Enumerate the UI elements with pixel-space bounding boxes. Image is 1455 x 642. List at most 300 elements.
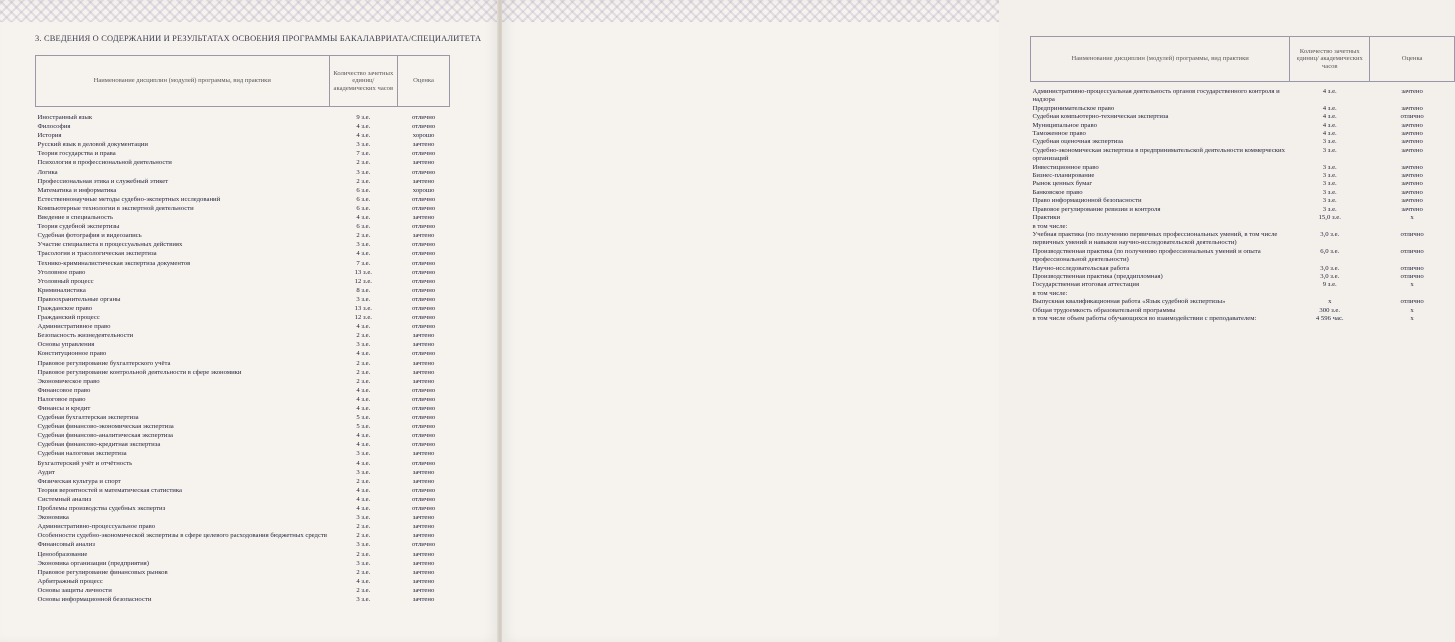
table-row: [1031, 164, 1455, 172]
discipline-name: Судебная фотография и видеозапись: [37, 232, 142, 240]
discipline-name: Судебная налоговая экспертиза: [37, 450, 127, 458]
grade-cell: отлично: [411, 541, 436, 549]
grade-cell: зачтено: [412, 141, 435, 149]
credits-cell: 3 з.е.: [1322, 172, 1337, 180]
header-grade: Оценка: [398, 56, 450, 107]
credits-cell: 3 з.е.: [1322, 138, 1337, 146]
table-row: [36, 331, 450, 340]
credits-cell: [1290, 223, 1370, 231]
discipline-name: Ценообразование: [37, 550, 88, 558]
discipline-name: в том числе:: [1032, 222, 1068, 230]
header-credits: Количество зачетных единиц/ академических часов: [1290, 37, 1370, 82]
table-row: [36, 413, 450, 422]
table-row: [36, 204, 450, 213]
credits-cell: 2 з.е.: [356, 532, 371, 540]
credits-cell: 2 з.е.: [356, 523, 371, 531]
table-row: [1031, 223, 1455, 231]
grade-cell: отлично: [411, 432, 436, 440]
credits-cell: 12 з.е.: [354, 277, 372, 285]
credits-cell: 3,0 з.е.: [1320, 272, 1340, 280]
discipline-name: Административно-процессуальная деятельность органов государственного контроля и надзора: [1032, 88, 1280, 104]
credits-cell: 3 з.е.: [356, 341, 371, 349]
table-row: [1031, 315, 1455, 323]
credits-cell: 3 з.е.: [356, 541, 371, 549]
grade-cell: отлично: [411, 414, 436, 422]
grade-cell: отлично: [1400, 230, 1424, 238]
discipline-name: Финансы и кредит: [37, 405, 91, 412]
grade-cell: отлично: [411, 223, 436, 231]
grade-cell: зачтено: [1401, 146, 1423, 154]
credits-cell: 4 з.е.: [356, 505, 371, 513]
credits-cell: 2 з.е.: [356, 159, 371, 167]
grade-cell: отлично: [1400, 247, 1424, 255]
discipline-name: Аудит: [37, 468, 55, 476]
table-row: [36, 531, 450, 540]
table-row: [36, 440, 450, 449]
grade-cell: отлично: [411, 486, 436, 494]
grade-cell: зачтено: [412, 595, 435, 603]
table-row: [36, 140, 450, 149]
credits-cell: 2 з.е.: [356, 332, 371, 340]
discipline-name: Правовое регулирование ревизии и контроля: [1032, 205, 1161, 213]
discipline-name: Налоговое право: [37, 395, 86, 403]
credits-cell: 300 з.е.: [1319, 306, 1341, 314]
table-row: [36, 513, 450, 522]
grade-cell: отлично: [411, 405, 436, 412]
grade-cell: отлично: [411, 204, 436, 212]
table-row: [36, 477, 450, 486]
credits-cell: 7 з.е.: [356, 150, 371, 158]
credits-cell: 15,0 з.е.: [1318, 214, 1341, 222]
section-title: 3. СВЕДЕНИЯ О СОДЕРЖАНИИ И РЕЗУЛЬТАТАХ ОСВОЕНИЯ ПРОГРАММЫ БАКАЛАВРИАТА/СПЕЦИАЛИТЕТА: [35, 34, 482, 43]
grade-cell: отлично: [411, 323, 436, 331]
table-row: [36, 249, 450, 258]
grade-cell: зачтено: [412, 177, 435, 185]
discipline-name: Практики: [1032, 214, 1061, 222]
credits-cell: 3 з.е.: [1322, 163, 1337, 171]
discipline-name: Производственная практика (преддипломная): [1032, 272, 1163, 280]
credits-cell: 4 з.е.: [356, 132, 371, 140]
grade-cell: зачтено: [412, 514, 435, 522]
grade-cell: отлично: [1400, 264, 1424, 272]
grade-cell: отлично: [411, 314, 436, 322]
discipline-name: Финансовый анализ: [37, 541, 95, 549]
grade-cell: отлично: [411, 304, 436, 312]
grade-cell: отлично: [411, 250, 436, 258]
discipline-name: Общая трудоемкость образовательной программы: [1032, 306, 1176, 314]
discipline-name: Предпринимательское право: [1032, 104, 1115, 112]
table-row: [36, 495, 450, 504]
table-row: [36, 577, 450, 586]
table-row: [36, 459, 450, 468]
discipline-name: Проблемы производства судебных экспертиз: [37, 505, 166, 513]
discipline-name: Таможенное право: [1032, 130, 1086, 138]
table-row: [36, 113, 450, 122]
discipline-name: Теория государства и права: [37, 150, 116, 158]
discipline-name: Судебно-экономическая экспертиза в предпринимательской деятельности коммерческих организаций: [1032, 146, 1285, 163]
discipline-name: Бухгалтерский учёт и отчётность: [37, 459, 133, 467]
grade-cell: зачтено: [1401, 163, 1423, 171]
table-row: [36, 486, 450, 495]
grade-cell: [1370, 223, 1455, 231]
discipline-name: Профессиональная этика и служебный этикет: [37, 177, 169, 185]
discipline-name: Психология в профессиональной деятельности: [37, 159, 172, 167]
discipline-name: Безопасность жизнедеятельности: [37, 332, 134, 340]
credits-cell: 3 з.е.: [1322, 197, 1337, 205]
discipline-name: Трасология и трасологическая экспертиза: [37, 250, 157, 258]
table-header-row: [36, 56, 450, 107]
table-row: [36, 368, 450, 377]
grade-cell: зачтено: [1401, 121, 1423, 129]
credits-cell: 3 з.е.: [1322, 188, 1337, 196]
discipline-name: Экономическое право: [37, 377, 100, 385]
grade-cell: зачтено: [412, 450, 435, 458]
grade-cell: хорошо: [412, 132, 435, 140]
grade-cell: отлично: [411, 395, 436, 403]
credits-cell: 4 з.е.: [356, 486, 371, 494]
table-row: [36, 231, 450, 240]
header-name: Наименование дисциплин (модулей) программы, вид практики: [1031, 37, 1290, 82]
table-row: [1031, 273, 1455, 281]
table-row: [1031, 180, 1455, 188]
table-row: [36, 158, 450, 167]
discipline-name: Основы защиты личности: [37, 586, 112, 594]
credits-cell: 3 з.е.: [1322, 146, 1337, 154]
discipline-name: История: [37, 132, 62, 140]
grade-cell: отлично: [411, 495, 436, 503]
grade-cell: отлично: [411, 123, 436, 131]
discipline-name: Бизнес-планирование: [1032, 172, 1095, 180]
discipline-name: Иностранный язык: [37, 114, 93, 121]
grade-cell: зачтено: [1401, 188, 1423, 196]
header-name: Наименование дисциплин (модулей) программы, вид практики: [36, 56, 330, 107]
table-row: [36, 122, 450, 131]
grade-cell: отлично: [411, 268, 436, 276]
discipline-name: Выпускная квалификационная работа «Язык судебной экспертизы»: [1032, 298, 1226, 306]
table-row: [1031, 88, 1455, 105]
credits-cell: 9 з.е.: [356, 114, 371, 121]
credits-cell: 4 з.е.: [356, 250, 371, 258]
table-row: [36, 195, 450, 204]
grade-cell: отлично: [411, 259, 436, 267]
discipline-name: Русский язык в деловой документации: [37, 141, 148, 149]
grade-cell: отлично: [1400, 272, 1424, 280]
table-row: [36, 277, 450, 286]
table-row: [1031, 248, 1455, 265]
grade-cell: отлично: [411, 423, 436, 431]
grade-cell: зачтено: [1401, 138, 1423, 146]
table-row: [36, 568, 450, 577]
discipline-name: Естественнонаучные методы судебно-экспертных исследований: [37, 195, 221, 203]
table-row: [36, 595, 450, 604]
grade-cell: зачтено: [412, 341, 435, 349]
credits-cell: 4 з.е.: [356, 405, 371, 412]
grade-cell: зачтено: [1401, 130, 1423, 138]
grade-cell: отлично: [411, 459, 436, 467]
grade-cell: отлично: [411, 150, 436, 158]
table-row: [1031, 113, 1455, 121]
grade-cell: зачтено: [412, 550, 435, 558]
grade-cell: отлично: [1400, 113, 1424, 121]
grade-cell: зачтено: [412, 468, 435, 476]
discipline-name: Судебная финансово-кредитная экспертиза: [37, 441, 161, 449]
discipline-name: Правовое регулирование бухгалтерского учёта: [37, 359, 171, 367]
table-row: [1031, 214, 1455, 222]
credits-cell: 3 з.е.: [356, 141, 371, 149]
discipline-name: Конституционное право: [37, 350, 107, 358]
discipline-name: Основы управления: [37, 341, 95, 349]
credits-cell: [1290, 290, 1370, 298]
discipline-name: Системный анализ: [37, 495, 92, 503]
grade-cell: отлично: [411, 505, 436, 513]
credits-cell: 4 з.е.: [1322, 113, 1337, 121]
credits-cell: 4 з.е.: [356, 441, 371, 449]
grade-cell: зачтено: [412, 586, 435, 594]
credits-cell: 6 з.е.: [356, 204, 371, 212]
grade-cell: отлично: [411, 241, 436, 249]
discipline-name: Теория вероятностей и математическая статистика: [37, 486, 182, 494]
credits-cell: 4 з.е.: [1322, 104, 1337, 112]
table-row: [1031, 147, 1455, 164]
table-row: [36, 131, 450, 140]
right-grades-table: [1030, 36, 1455, 323]
credits-cell: 4 з.е.: [356, 459, 371, 467]
table-row: [36, 177, 450, 186]
discipline-name: Криминалистика: [37, 286, 86, 294]
discipline-name: Философия: [37, 123, 71, 131]
table-row: [36, 304, 450, 313]
credits-cell: х: [1328, 298, 1332, 306]
discipline-name: Физическая культура и спорт: [37, 477, 121, 485]
table-row: [36, 322, 450, 331]
credits-cell: 4 з.е.: [1322, 121, 1337, 129]
table-row: [36, 213, 450, 222]
grade-cell: отлично: [411, 295, 436, 303]
discipline-name: Математика и информатика: [37, 186, 117, 194]
credits-cell: 4 з.е.: [356, 350, 371, 358]
discipline-name: Гражданский процесс: [37, 314, 100, 322]
grade-cell: отлично: [411, 168, 436, 176]
discipline-name: Участие специалиста в процессуальных действиях: [37, 241, 183, 249]
table-row: [36, 431, 450, 440]
left-page: [0, 0, 498, 642]
credits-cell: 4 з.е.: [356, 432, 371, 440]
table-row: [1031, 197, 1455, 205]
discipline-name: Основы информационной безопасности: [37, 595, 152, 603]
credits-cell: 4 з.е.: [356, 386, 371, 394]
table-row: [36, 149, 450, 158]
credits-cell: 6 з.е.: [356, 195, 371, 203]
table-row: [36, 295, 450, 304]
table-row: [1031, 281, 1455, 289]
table-header-row: [1031, 37, 1455, 82]
discipline-name: Правоохранительные органы: [37, 295, 121, 303]
credits-cell: 2 з.е.: [356, 359, 371, 367]
credits-cell: 3 з.е.: [356, 241, 371, 249]
table-row: [36, 586, 450, 595]
discipline-name: Судебная компьютерно-техническая экспертиза: [1032, 113, 1169, 121]
table-row: [1031, 298, 1455, 306]
discipline-name: Введение в специальность: [37, 214, 114, 222]
discipline-name: Право информационной безопасности: [1032, 197, 1142, 205]
discipline-name: Муниципальное право: [1032, 121, 1097, 129]
table-row: [36, 186, 450, 195]
grade-cell: отлично: [411, 286, 436, 294]
grade-cell: х: [1410, 214, 1414, 222]
discipline-name: Гражданское право: [37, 304, 93, 312]
grade-cell: [1370, 290, 1455, 298]
credits-cell: 4 з.е.: [356, 395, 371, 403]
table-row: [36, 377, 450, 386]
grade-cell: хорошо: [412, 186, 435, 194]
grade-cell: зачтено: [412, 577, 435, 585]
discipline-name: Финансовое право: [37, 386, 91, 394]
discipline-name: Научно-исследовательская работа: [1032, 264, 1130, 272]
credits-cell: 3 з.е.: [1322, 180, 1337, 188]
credits-cell: 4 з.е.: [356, 214, 371, 222]
credits-cell: 3,0 з.е.: [1320, 264, 1340, 272]
grade-cell: отлично: [1400, 298, 1424, 306]
table-row: [36, 359, 450, 368]
table-row: [1031, 290, 1455, 298]
table-row: [36, 259, 450, 268]
credits-cell: 6 з.е.: [356, 186, 371, 194]
credits-cell: 2 з.е.: [356, 177, 371, 185]
table-row: [1031, 105, 1455, 113]
grade-cell: зачтено: [412, 377, 435, 385]
grade-cell: зачтено: [412, 568, 435, 576]
discipline-name: Логика: [37, 168, 58, 176]
table-row: [36, 268, 450, 277]
grade-cell: зачтено: [412, 477, 435, 485]
top-ornament: [502, 0, 999, 22]
credits-cell: 4 з.е.: [1322, 88, 1337, 95]
top-ornament: [0, 0, 498, 22]
discipline-name: в том числе:: [1032, 289, 1068, 297]
grade-cell: х: [1410, 306, 1414, 314]
credits-cell: 12 з.е.: [354, 314, 372, 322]
credits-cell: 4 з.е.: [356, 577, 371, 585]
grade-cell: зачтено: [412, 368, 435, 376]
discipline-name: Компьютерные технологии в экспертной деятельности: [37, 204, 194, 212]
table-row: [1031, 231, 1455, 248]
grade-cell: зачтено: [412, 214, 435, 222]
discipline-name: Инвестиционное право: [1032, 163, 1099, 171]
credits-cell: 2 з.е.: [356, 477, 371, 485]
discipline-name: Арбитражный процесс: [37, 577, 103, 585]
grade-cell: зачтено: [1401, 104, 1423, 112]
credits-cell: 5 з.е.: [356, 423, 371, 431]
credits-cell: 5 з.е.: [356, 414, 371, 422]
grade-cell: зачтено: [1401, 205, 1423, 213]
table-row: [36, 222, 450, 231]
credits-cell: 9 з.е.: [1322, 281, 1337, 289]
table-row: [1031, 189, 1455, 197]
table-row: [36, 340, 450, 349]
table-row: [1031, 172, 1455, 180]
header-grade: Оценка: [1370, 37, 1455, 82]
discipline-name: Производственная практика (по получению профессиональных умений и опыта профессиональной деятельности): [1032, 247, 1261, 264]
table-row: [36, 468, 450, 477]
grade-cell: зачтено: [412, 332, 435, 340]
table-row: [36, 240, 450, 249]
discipline-name: Правовое регулирование финансовых рынков: [37, 568, 168, 576]
credits-cell: 2 з.е.: [356, 568, 371, 576]
credits-cell: 6,0 з.е.: [1320, 247, 1340, 255]
credits-cell: 3 з.е.: [356, 468, 371, 476]
table-row: [36, 349, 450, 358]
discipline-name: Административно-процессуальное право: [37, 523, 156, 531]
grade-cell: х: [1410, 314, 1414, 322]
table-row: [36, 522, 450, 531]
credits-cell: 3 з.е.: [356, 595, 371, 603]
discipline-name: Учебная практика (по получению первичных профессиональных умений, в том числе первичных умений и навыков научно-исследовательской деятельности): [1032, 230, 1278, 247]
grade-cell: зачтено: [412, 159, 435, 167]
credits-cell: 2 з.е.: [356, 232, 371, 240]
table-row: [36, 540, 450, 549]
table-row: [36, 395, 450, 404]
credits-cell: 4 з.е.: [1322, 130, 1337, 138]
grade-cell: зачтено: [1401, 180, 1423, 188]
grade-cell: зачтено: [1401, 172, 1423, 180]
credits-cell: 13 з.е.: [354, 304, 372, 312]
credits-cell: 3 з.е.: [356, 450, 371, 458]
discipline-name: Судебная финансово-аналитическая экспертиза: [37, 432, 173, 440]
table-row: [1031, 138, 1455, 146]
table-row: [1031, 265, 1455, 273]
table-row: [36, 168, 450, 177]
grade-cell: зачтено: [412, 232, 435, 240]
grade-cell: отлично: [411, 277, 436, 285]
grade-cell: отлично: [411, 386, 436, 394]
discipline-name: в том числе объем работы обучающихся во взаимодействии с преподавателем:: [1032, 314, 1257, 322]
discipline-name: Административное право: [37, 323, 111, 331]
credits-cell: 2 з.е.: [356, 586, 371, 594]
credits-cell: 3 з.е.: [356, 295, 371, 303]
credits-cell: 3 з.е.: [356, 559, 371, 567]
credits-cell: 3 з.е.: [356, 168, 371, 176]
table-row: [36, 422, 450, 431]
grade-cell: зачтено: [412, 559, 435, 567]
grade-cell: зачтено: [412, 532, 435, 540]
credits-cell: 2 з.е.: [356, 368, 371, 376]
credits-cell: 4 з.е.: [356, 123, 371, 131]
credits-cell: 3 з.е.: [1322, 205, 1337, 213]
credits-cell: 4 з.е.: [356, 495, 371, 503]
table-row: [36, 559, 450, 568]
credits-cell: 4 з.е.: [356, 323, 371, 331]
grade-cell: зачтено: [1401, 88, 1423, 95]
credits-cell: 3,0 з.е.: [1320, 230, 1340, 238]
grade-cell: отлично: [411, 195, 436, 203]
credits-cell: 2 з.е.: [356, 377, 371, 385]
grade-cell: зачтено: [1401, 197, 1423, 205]
table-row: [36, 386, 450, 395]
table-row: [1031, 130, 1455, 138]
credits-cell: 8 з.е.: [356, 286, 371, 294]
discipline-name: Экономика: [37, 514, 69, 522]
header-credits: Количество зачетных единиц/ академических часов: [329, 56, 398, 107]
discipline-name: Государственная итоговая аттестация: [1032, 281, 1140, 289]
discipline-name: Судебная бухгалтерская экспертиза: [37, 414, 139, 422]
discipline-name: Особенности судебно-экономической экспертизы в сфере целевого расходования бюджетных средств: [37, 532, 327, 540]
credits-cell: 7 з.е.: [356, 259, 371, 267]
discipline-name: Уголовный процесс: [37, 277, 94, 285]
grade-cell: х: [1410, 281, 1414, 289]
discipline-name: Рынок ценных бумаг: [1032, 180, 1093, 188]
right-page: [502, 0, 1424, 642]
grade-cell: зачтено: [412, 523, 435, 531]
